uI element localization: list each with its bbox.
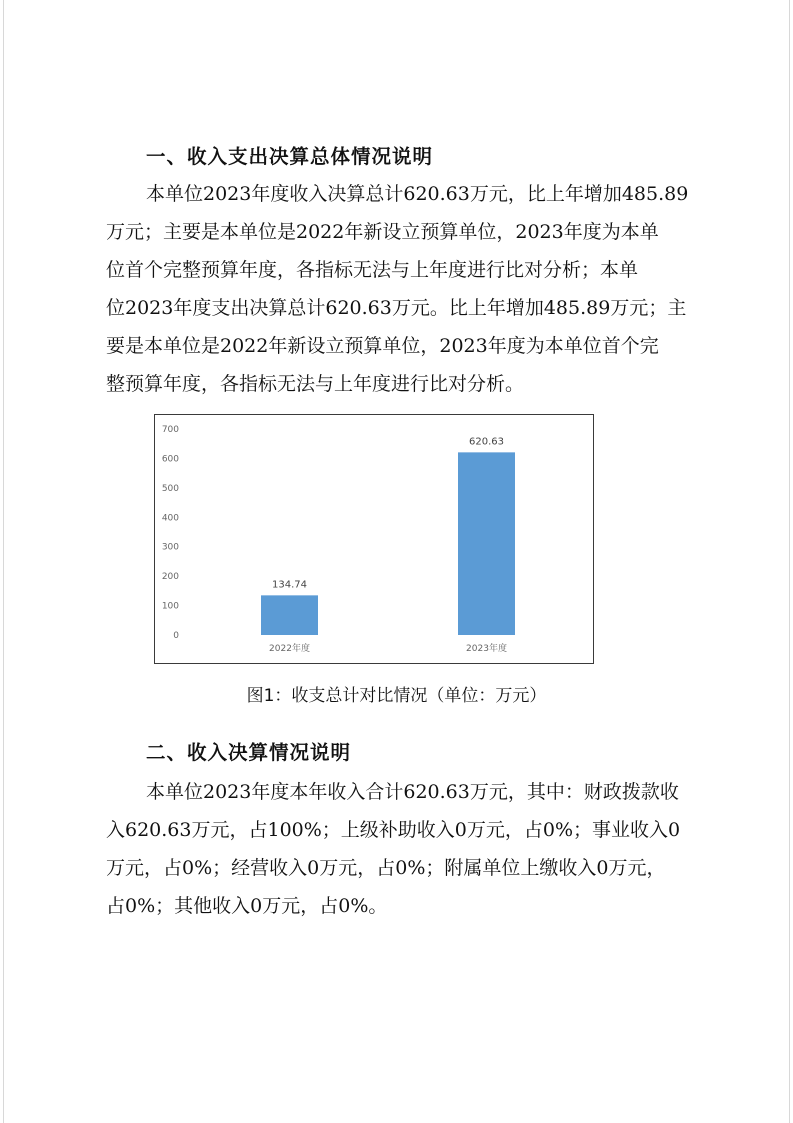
bar-data-label: 134.74 [272,579,307,591]
section-1-heading: 一、收入支出决算总体情况说明 [146,145,434,168]
bar [458,452,515,635]
paragraph-line: 本单位2023年度本年收入合计620.63万元，其中：财政拨款收 [146,781,679,803]
x-tick-label: 2023年度 [466,644,507,654]
paragraph-line: 位首个完整预算年度，各指标无法与上年度进行比对分析；本单 [106,259,639,281]
y-tick-label: 500 [161,483,179,494]
section-2-paragraph [106,773,706,925]
figure-caption: 图1：收支总计对比情况（单位：万元） [246,686,547,706]
section-2-heading: 二、收入决算情况说明 [146,741,352,764]
bar [261,595,318,635]
y-tick-label: 100 [161,601,179,612]
y-tick-label: 400 [161,513,179,524]
paragraph-line: 入620.63万元，占100%；上级补助收入0万元，占0%；事业收入0 [106,819,681,841]
y-tick-label: 700 [161,425,179,435]
paragraph-line: 万元，占0%；经营收入0万元，占0%；附属单位上缴收入0万元， [106,857,666,879]
section-1-paragraph [106,175,706,403]
bar-chart-canvas [155,415,593,663]
bar-data-label: 620.63 [469,436,504,448]
y-tick-label: 300 [161,542,179,553]
paragraph-line: 要是本单位是2022年新设立预算单位，2023年度为本单位首个完 [106,335,659,357]
paragraph-line: 占0%；其他收入0万元，占0%。 [106,895,388,917]
y-tick-label: 0 [173,631,179,641]
paragraph-line: 位2023年度支出决算总计620.63万元。比上年增加485.89万元；主 [106,297,687,319]
y-tick-label: 600 [161,454,179,465]
page-edge-left [3,0,4,1123]
bar-chart [154,414,594,664]
paragraph-line: 整预算年度，各指标无法与上年度进行比对分析。 [106,373,525,395]
page-edge-right [789,0,790,1123]
paragraph-line: 万元；主要是本单位是2022年新设立预算单位，2023年度为本单 [106,221,659,243]
paragraph-line: 本单位2023年度收入决算总计620.63万元，比上年增加485.89 [146,183,689,205]
y-tick-label: 200 [161,572,179,583]
x-tick-label: 2022年度 [269,644,310,654]
